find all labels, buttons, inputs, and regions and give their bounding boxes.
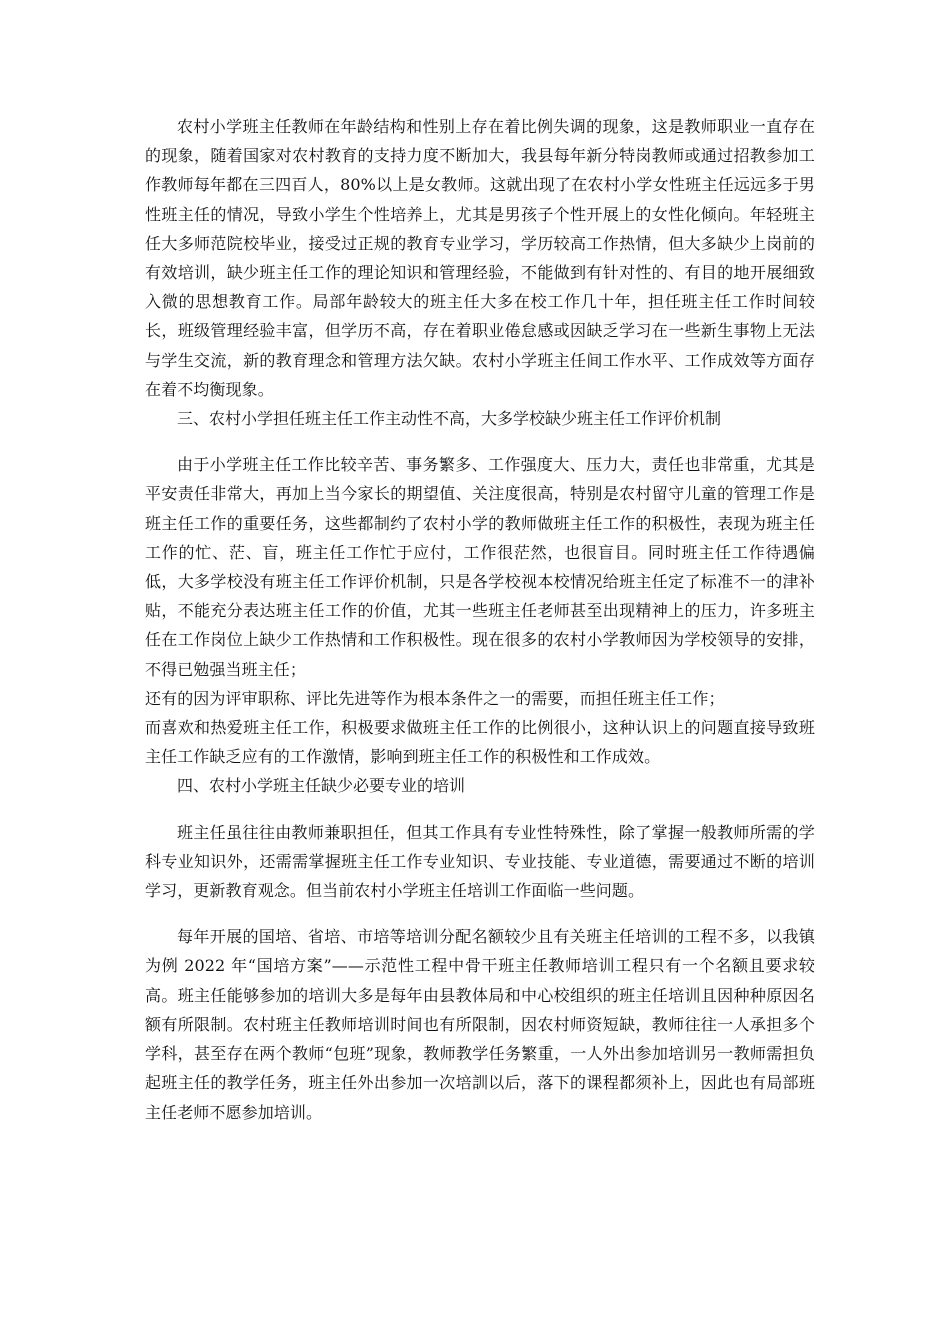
paragraph-age-gender-imbalance: 农村小学班主任教师在年龄结构和性别上存在着比例失调的现象，这是教师职业一直存在的现象，随着国家对农村教育的支持力度不断加大，我县每年新分特岗教师或通过招教参加工作教师每年都在三四百人，80%以上是女教师。这就出现了在农村小学女性班主任远远多于男性班主任的情况，导致小学生个性培养上，尤其是男孩子个性开展上的女性化倾向。年轻班主任大多师范院校毕业，接受过正规的教育专业学习，学历较高工作热情，但大多缺少上岗前的有效培训，缺少班主任工作的理论知识和管理经验，不能做到有针对性的、有目的地开展细致入微的思想教育工作。局部年龄较大的班主任大多在校工作几十年，担任班主任工作时间较长，班级管理经验丰富，但学历不高，存在着职业倦怠感或因缺乏学习在一些新生事物上无法与学生交流，新的教育理念和管理方法欠缺。农村小学班主任间工作水平、工作成效等方面存在着不均衡现象。 <box>145 117 815 399</box>
paragraph-training-need: 班主任虽往往由教师兼职担任，但其工作具有专业性特殊性，除了掌握一般教师所需的学科专业知识外，还需需掌握班主任工作专业知识、专业技能、专业道德，需要通过不断的培训学习，更新教育观念。但当前农村小学班主任培训工作面临一些问题。 <box>145 822 815 901</box>
paragraph-training-limits: 每年开展的国培、省培、市培等培训分配名额较少且有关班主任培训的工程不多，以我镇为例 2022 年“国培方案”——示范性工程中骨干班主任教师培训工程只有一个名额且要求较高。班主任能够参加的培训大多是每年由县教体局和中心校组织的班主任培训且因种种原因名额有所限制。农村班主任教师培训时间也有所限制，因农村师资短缺，教师往往一人承担多个学科，甚至存在两个教师“包班”现象，教师教学任务繁重，一人外出参加培训另一教师需担负起班主任的教学任务，班主任外出参加一次培訓以后，落下的课程都须补上，因此也有局部班主任老师不愿参加培训。 <box>145 927 815 1122</box>
paragraph-low-enthusiasm: 而喜欢和热爱班主任工作，积极要求做班主任工作的比例很小，这种认识上的问题直接导致班主任工作缺乏应有的工作激情，影响到班主任工作的积极性和工作成效。 <box>145 718 815 767</box>
paragraph-title-evaluation-reason: 还有的因为评审职称、评比先进等作为根本条件之一的需要，而担任班主任工作； <box>145 688 725 708</box>
document-body <box>145 112 815 1127</box>
section-heading-three: 三、农村小学担任班主任工作主动性不高，大多学校缺少班主任工作评价机制 <box>177 409 722 429</box>
paragraph-low-initiative: 由于小学班主任工作比较辛苦、事务繁多、工作强度大、压力大，责任也非常重，尤其是平安责任非常大，再加上当今家长的期望值、关注度很高，特别是农村留守儿童的管理工作是班主任工作的重要任务，这些都制约了农村小学的教师做班主任工作的积极性，表现为班主任工作的忙、茫、盲，班主任工作忙于应付，工作很茫然，也很盲目。同时班主任工作待遇偏低，大多学校没有班主任工作评价机制，只是各学校视本校情况给班主任定了标准不一的津补贴，不能充分表达班主任工作的价值，尤其一些班主任老师甚至出现精神上的压力，许多班主任在工作岗位上缺少工作热情和工作积极性。现在很多的农村小学教师因为学校领导的安排，不得已勉强当班主任； <box>145 455 815 679</box>
section-heading-four: 四、农村小学班主任缺少必要专业的培训 <box>177 776 466 796</box>
